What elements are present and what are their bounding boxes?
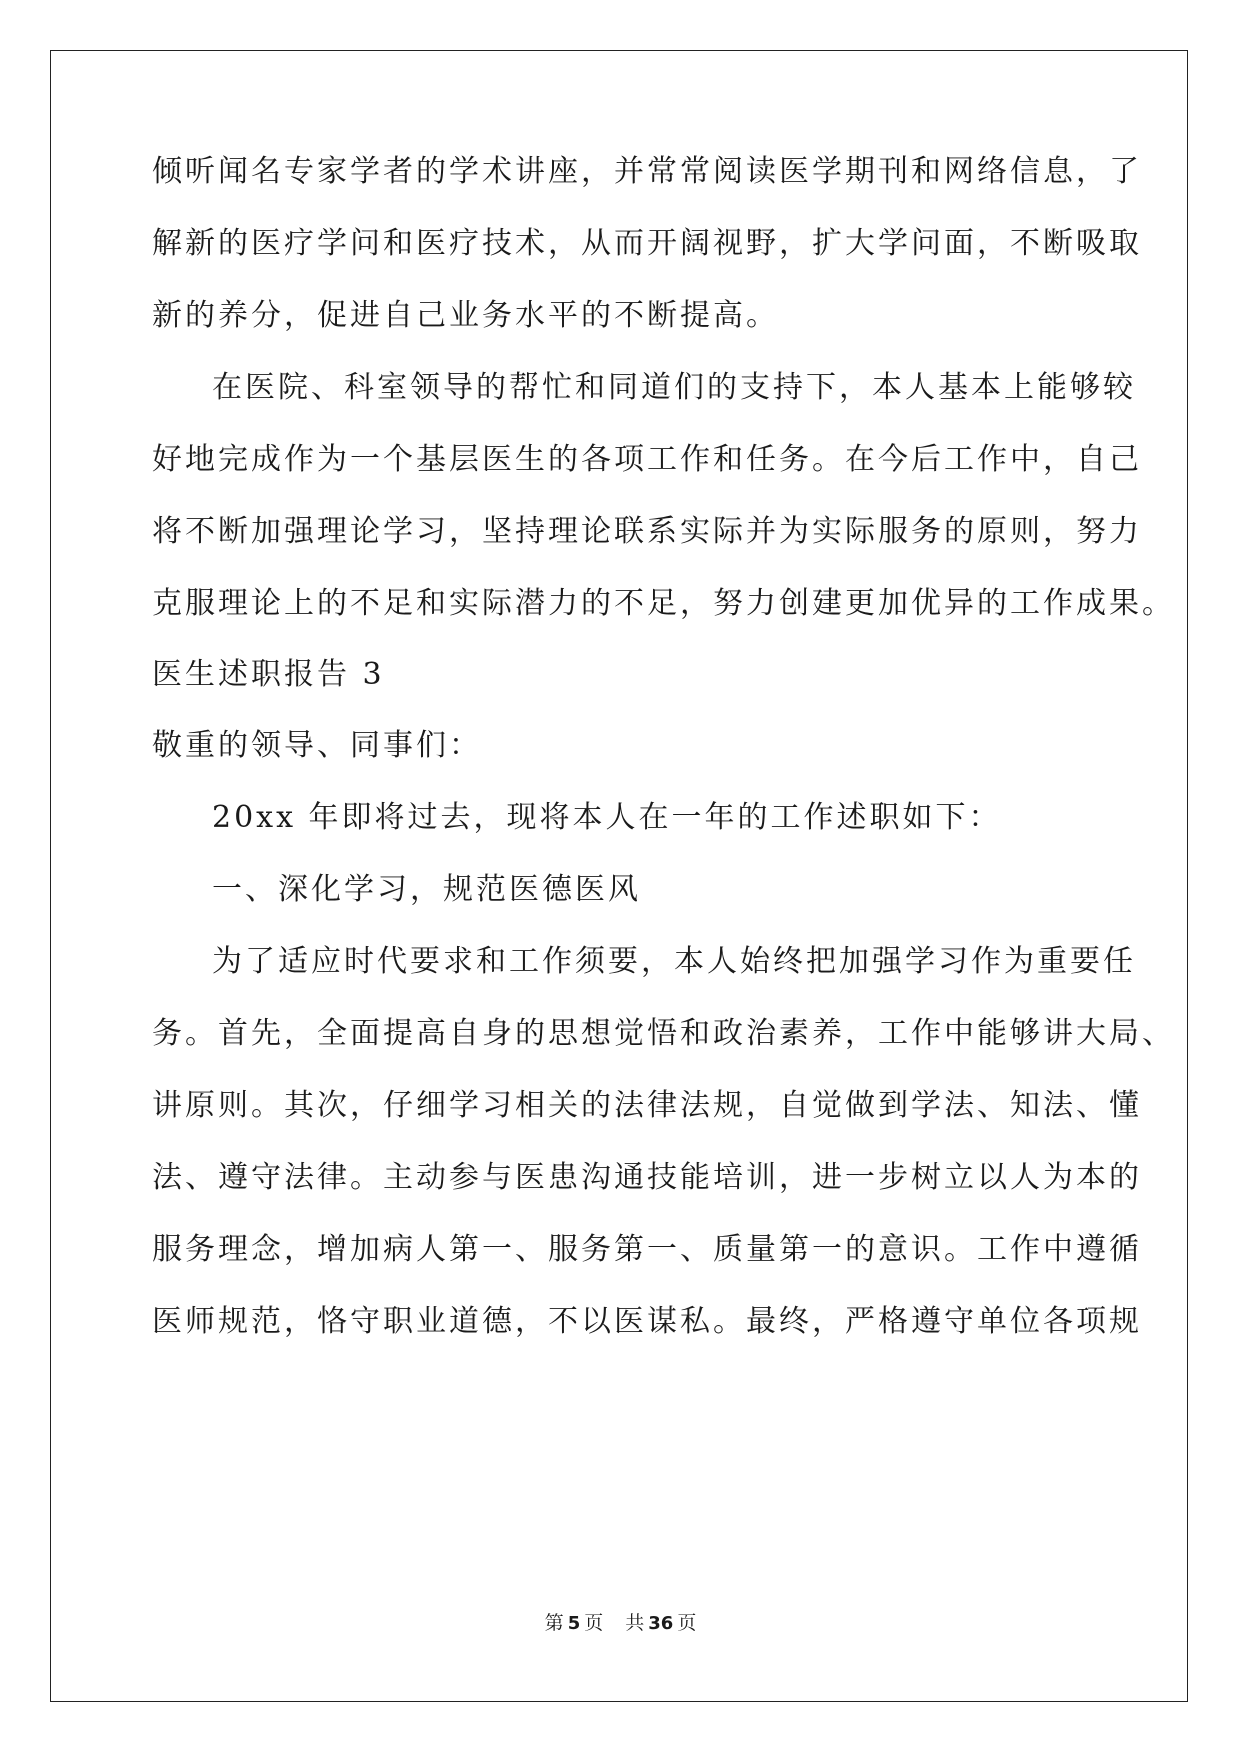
section-heading: 医生述职报告 3 (152, 657, 385, 692)
text-line: 解新的医疗学问和医疗技术，从而开阔视野，扩大学问面，不断吸取 (152, 226, 1142, 261)
text-line: 克服理论上的不足和实际潜力的不足，努力创建更加优异的工作成果。 (152, 586, 1175, 621)
page-suffix: 页 (584, 1612, 604, 1634)
text-line: 医师规范，恪守职业道德，不以医谋私。最终，严格遵守单位各项规 (152, 1304, 1142, 1339)
text-line: 讲原则。其次，仔细学习相关的法律法规，自觉做到学法、知法、懂 (152, 1088, 1142, 1123)
text-line: 服务理念，增加病人第一、服务第一、质量第一的意识。工作中遵循 (152, 1232, 1142, 1267)
page-prefix: 第 (544, 1612, 564, 1634)
page-number: 5 (567, 1613, 581, 1634)
text-line: 将不断加强理论学习，坚持理论联系实际并为实际服务的原则，努力 (152, 514, 1142, 549)
paragraph-start-line: 在医院、科室领导的帮忙和同道们的支持下，本人基本上能够较 (212, 370, 1136, 405)
page-footer (0, 1608, 1241, 1635)
paragraph-start-line: 为了适应时代要求和工作须要，本人始终把加强学习作为重要任 (212, 944, 1136, 979)
total-prefix: 共 (625, 1612, 645, 1634)
text-line: 好地完成作为一个基层医生的各项工作和任务。在今后工作中，自己 (152, 442, 1142, 477)
paragraph-start-line: 20xx 年即将过去，现将本人在一年的工作述职如下： (212, 800, 1002, 835)
total-pages: 36 (648, 1613, 674, 1634)
total-suffix: 页 (677, 1612, 697, 1634)
text-line: 法、遵守法律。主动参与医患沟通技能培训，进一步树立以人为本的 (152, 1160, 1142, 1195)
salutation: 敬重的领导、同事们： (152, 728, 482, 763)
text-line: 倾听闻名专家学者的学术讲座，并常常阅读医学期刊和网络信息，了 (152, 154, 1142, 189)
text-line: 务。首先，全面提高自身的思想觉悟和政治素养，工作中能够讲大局、 (152, 1016, 1175, 1051)
text-line: 新的养分，促进自己业务水平的不断提高。 (152, 298, 779, 333)
subsection-heading: 一、深化学习，规范医德医风 (212, 872, 641, 907)
